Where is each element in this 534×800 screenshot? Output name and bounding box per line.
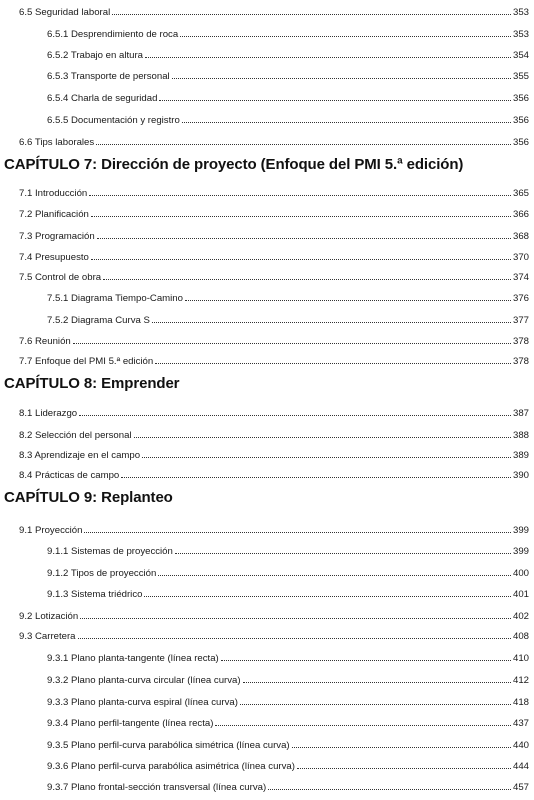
toc-entry bbox=[19, 209, 529, 221]
toc-entry bbox=[47, 718, 529, 730]
toc-entry-page: 355 bbox=[512, 71, 529, 82]
toc-entry bbox=[47, 71, 529, 83]
dot-leader bbox=[134, 437, 511, 438]
toc-entry-page: 353 bbox=[512, 29, 529, 40]
toc-entry-page: 401 bbox=[512, 589, 529, 600]
toc-entry-page: 418 bbox=[512, 697, 529, 708]
toc-entry-page: 365 bbox=[512, 188, 529, 199]
toc-entry bbox=[47, 546, 529, 558]
toc-entry-label: 6.5.1 Desprendimiento de roca bbox=[47, 29, 179, 40]
toc-entry bbox=[19, 408, 529, 420]
toc-entry-label: 6.5.5 Documentación y registro bbox=[47, 115, 180, 126]
dot-leader bbox=[268, 789, 511, 790]
toc-entry-label: 9.1.3 Sistema triédrico bbox=[47, 589, 143, 600]
toc-entry-page: 410 bbox=[512, 653, 529, 664]
toc-entry-label: 6.5.4 Charla de seguridad bbox=[47, 93, 158, 104]
dot-leader bbox=[185, 300, 511, 301]
dot-leader bbox=[145, 57, 511, 58]
toc-entry-page: 378 bbox=[512, 336, 529, 347]
dot-leader bbox=[152, 322, 511, 323]
toc-entry-label: 9.1.1 Sistemas de proyección bbox=[47, 546, 173, 557]
toc-entry bbox=[47, 653, 529, 665]
toc-entry-label: 7.4 Presupuesto bbox=[19, 252, 89, 263]
chapter-heading: CAPÍTULO 9: Replanteo bbox=[4, 489, 173, 506]
toc-entry-page: 377 bbox=[512, 315, 529, 326]
toc-entry-page: 412 bbox=[512, 675, 529, 686]
toc-entry-label: 6.5.2 Trabajo en altura bbox=[47, 50, 144, 61]
toc-entry bbox=[47, 293, 529, 305]
toc-entry-label: 7.7 Enfoque del PMI 5.ª edición bbox=[19, 356, 154, 367]
toc-entry-page: 387 bbox=[512, 408, 529, 419]
dot-leader bbox=[182, 122, 511, 123]
toc-entry bbox=[19, 525, 529, 537]
toc-entry bbox=[19, 231, 529, 243]
dot-leader bbox=[158, 575, 511, 576]
toc-entry-page: 356 bbox=[512, 93, 529, 104]
toc-entry-page: 378 bbox=[512, 356, 529, 367]
toc-entry-label: 8.3 Aprendizaje en el campo bbox=[19, 450, 141, 461]
toc-entry-label: 9.1.2 Tipos de proyección bbox=[47, 568, 157, 579]
toc-entry bbox=[47, 50, 529, 62]
dot-leader bbox=[175, 553, 511, 554]
toc-entry-page: 356 bbox=[512, 137, 529, 148]
toc-entry bbox=[19, 336, 529, 348]
toc-entry bbox=[47, 568, 529, 580]
dot-leader bbox=[180, 36, 511, 37]
toc-entry-label: 6.5 Seguridad laboral bbox=[19, 7, 111, 18]
toc-entry bbox=[47, 93, 529, 105]
toc-entry bbox=[19, 611, 529, 623]
dot-leader bbox=[240, 704, 511, 705]
toc-entry bbox=[19, 430, 529, 442]
toc-entry bbox=[19, 188, 529, 200]
toc-entry-page: 408 bbox=[512, 631, 529, 642]
dot-leader bbox=[91, 216, 511, 217]
dot-leader bbox=[144, 596, 511, 597]
toc-entry-page: 444 bbox=[512, 761, 529, 772]
toc-entry-label: 7.6 Reunión bbox=[19, 336, 71, 347]
toc-entry-page: 368 bbox=[512, 231, 529, 242]
toc-entry bbox=[47, 740, 529, 752]
toc-entry-page: 376 bbox=[512, 293, 529, 304]
dot-leader bbox=[215, 725, 511, 726]
toc-entry-page: 374 bbox=[512, 272, 529, 283]
toc-entry-label: 6.6 Tips laborales bbox=[19, 137, 95, 148]
toc-entry bbox=[47, 315, 529, 327]
toc-entry bbox=[19, 252, 529, 264]
toc-entry-page: 457 bbox=[512, 782, 529, 793]
toc-entry bbox=[47, 761, 529, 773]
toc-entry bbox=[19, 470, 529, 482]
dot-leader bbox=[80, 618, 511, 619]
toc-entry-label: 7.5.2 Diagrama Curva S bbox=[47, 315, 150, 326]
toc-entry-page: 388 bbox=[512, 430, 529, 441]
dot-leader bbox=[159, 100, 511, 101]
toc-entry bbox=[19, 272, 529, 284]
toc-entry-page: 402 bbox=[512, 611, 529, 622]
toc-entry-label: 6.5.3 Transporte de personal bbox=[47, 71, 170, 82]
toc-entry-page: 389 bbox=[512, 450, 529, 461]
dot-leader bbox=[121, 477, 511, 478]
dot-leader bbox=[142, 457, 511, 458]
toc-entry-page: 353 bbox=[512, 7, 529, 18]
toc-entry-label: 9.3.4 Plano perfil-tangente (línea recta) bbox=[47, 718, 214, 729]
dot-leader bbox=[89, 195, 511, 196]
toc-entry-label: 7.5.1 Diagrama Tiempo-Camino bbox=[47, 293, 183, 304]
toc-entry-label: 9.3.1 Plano planta-tangente (línea recta) bbox=[47, 653, 219, 664]
toc-entry bbox=[47, 589, 529, 601]
toc-entry bbox=[19, 137, 529, 149]
toc-entry-label: 9.1 Proyección bbox=[19, 525, 83, 536]
dot-leader bbox=[73, 343, 511, 344]
toc-entry-label: 9.3 Carretera bbox=[19, 631, 76, 642]
dot-leader bbox=[112, 14, 511, 15]
toc-entry bbox=[47, 675, 529, 687]
chapter-heading: CAPÍTULO 7: Dirección de proyecto (Enfoque del PMI 5.ª edición) bbox=[4, 156, 464, 173]
toc-entry bbox=[47, 697, 529, 709]
toc-entry-label: 9.3.5 Plano perfil-curva parabólica simétrica (línea curva) bbox=[47, 740, 290, 751]
dot-leader bbox=[243, 682, 511, 683]
toc-entry-label: 9.2 Lotización bbox=[19, 611, 79, 622]
toc-entry-page: 370 bbox=[512, 252, 529, 263]
dot-leader bbox=[103, 279, 511, 280]
toc-entry-label: 7.5 Control de obra bbox=[19, 272, 102, 283]
dot-leader bbox=[155, 363, 511, 364]
toc-entry-page: 399 bbox=[512, 546, 529, 557]
toc-entry-label: 7.3 Programación bbox=[19, 231, 95, 242]
toc-entry-label: 7.2 Planificación bbox=[19, 209, 89, 220]
dot-leader bbox=[292, 747, 511, 748]
dot-leader bbox=[97, 238, 511, 239]
toc-entry-page: 440 bbox=[512, 740, 529, 751]
dot-leader bbox=[297, 768, 511, 769]
toc-entry-label: 8.2 Selección del personal bbox=[19, 430, 132, 441]
dot-leader bbox=[221, 660, 511, 661]
toc-entry-label: 9.3.7 Plano frontal-sección transversal (línea curva) bbox=[47, 782, 267, 793]
dot-leader bbox=[84, 532, 511, 533]
dot-leader bbox=[78, 638, 511, 639]
dot-leader bbox=[96, 144, 511, 145]
toc-entry-label: 8.4 Prácticas de campo bbox=[19, 470, 120, 481]
toc-entry bbox=[19, 450, 529, 462]
toc-entry-label: 9.3.6 Plano perfil-curva parabólica asimétrica (línea curva) bbox=[47, 761, 295, 772]
toc-entry-page: 400 bbox=[512, 568, 529, 579]
toc-entry-page: 354 bbox=[512, 50, 529, 61]
toc-entry bbox=[19, 631, 529, 643]
toc-entry-label: 9.3.2 Plano planta-curva circular (línea curva) bbox=[47, 675, 241, 686]
toc-entry-label: 7.1 Introducción bbox=[19, 188, 88, 199]
toc-entry bbox=[19, 356, 529, 368]
dot-leader bbox=[172, 78, 511, 79]
toc-entry-page: 399 bbox=[512, 525, 529, 536]
toc-entry-label: 8.1 Liderazgo bbox=[19, 408, 78, 419]
toc-entry-page: 390 bbox=[512, 470, 529, 481]
toc-entry-page: 437 bbox=[512, 718, 529, 729]
toc-entry bbox=[47, 115, 529, 127]
toc-entry-page: 366 bbox=[512, 209, 529, 220]
chapter-heading: CAPÍTULO 8: Emprender bbox=[4, 375, 180, 392]
toc-entry-label: 9.3.3 Plano planta-curva espiral (línea curva) bbox=[47, 697, 238, 708]
dot-leader bbox=[91, 259, 511, 260]
toc-entry bbox=[47, 782, 529, 794]
dot-leader bbox=[79, 415, 511, 416]
toc-entry-page: 356 bbox=[512, 115, 529, 126]
toc-entry bbox=[47, 29, 529, 41]
toc-entry bbox=[19, 7, 529, 19]
